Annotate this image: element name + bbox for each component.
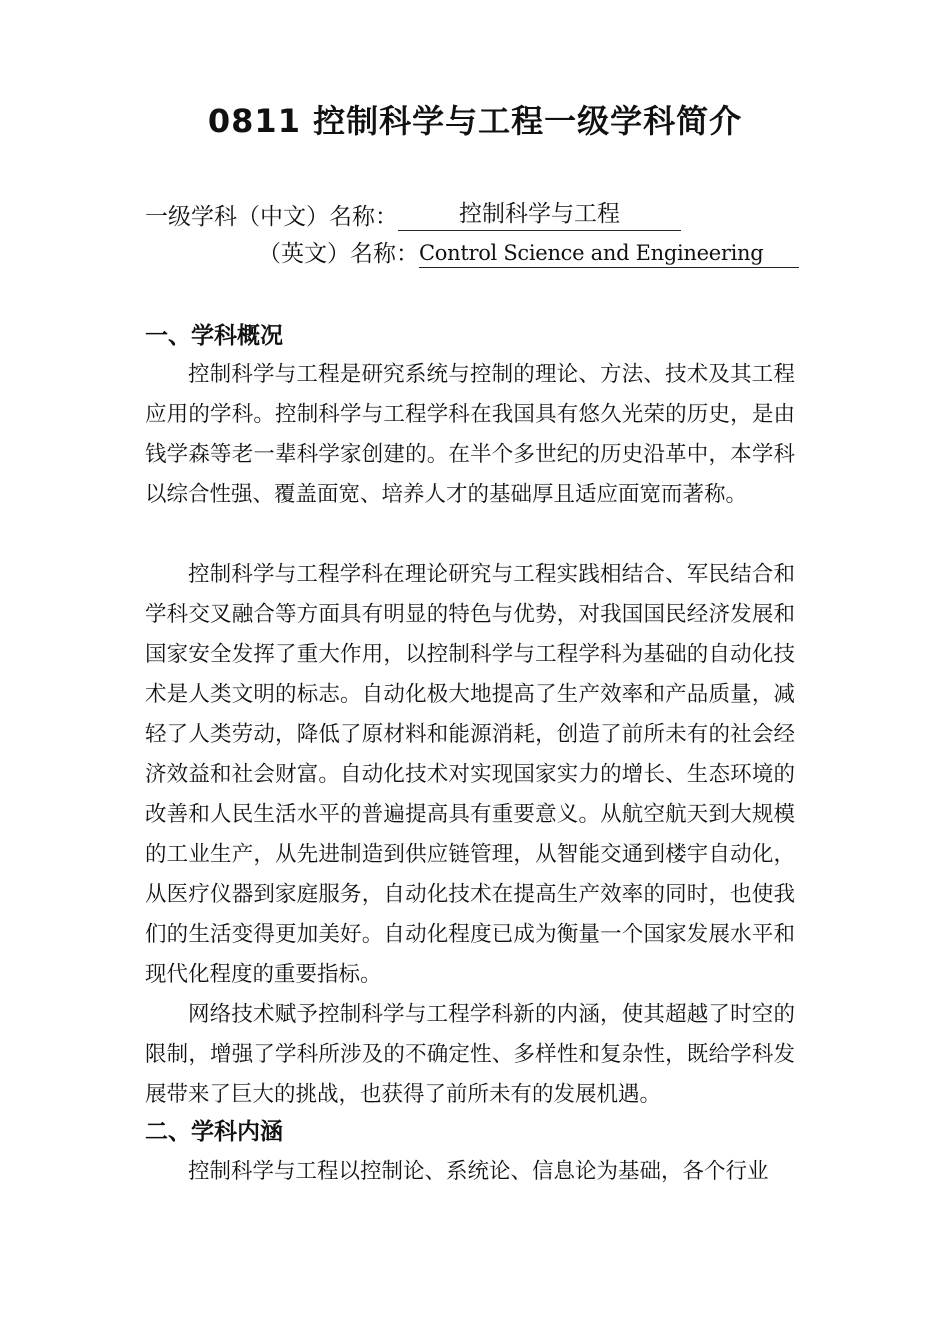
section-heading-connotation: 二、学科内涵 — [145, 1119, 283, 1145]
english-name-value: Control Science and Engineering — [419, 241, 799, 268]
english-name-row — [258, 235, 799, 268]
overview-paragraph: 控制科学与工程是研究系统与控制的理论、方法、技术及其工程应用的学科。控制科学与工程学科在我国具有悠久光荣的历史，是由钱学森等老一辈科学家创建的。在半个多世纪的历史沿革中，本学科以综合性强、覆盖面宽、培养人才的基础厚且适应面宽而著称。 — [145, 362, 795, 507]
chinese-name-row — [145, 195, 681, 231]
section-heading-overview: 一、学科概况 — [145, 323, 283, 349]
english-name-label: （英文）名称： — [258, 241, 419, 267]
overview-paragraph: 控制科学与工程学科在理论研究与工程实践相结合、军民结合和学科交叉融合等方面具有明显的特色与优势，对我国国民经济发展和国家安全发挥了重大作用，以控制科学与工程学科为基础的自动化技术是人类文明的标志。自动化极大地提高了生产效率和产品质量，减轻了人类劳动，降低了原材料和能源消耗，创造了前所未有的社会经济效益和社会财富。自动化技术对实现国家实力的增长、生态环境的改善和人民生活水平的普遍提高具有重要意义。从航空航天到大规模的工业生产，从先进制造到供应链管理，从智能交通到楼宇自动化，从医疗仪器到家庭服务，自动化技术在提高生产效率的同时，也使我们的生活变得更加美好。自动化程度已成为衡量一个国家发展水平和现代化程度的重要指标。 — [145, 562, 795, 987]
overview-paragraph: 网络技术赋予控制科学与工程学科新的内涵，使其超越了时空的限制，增强了学科所涉及的不确定性、多样性和复杂性，既给学科发展带来了巨大的挑战，也获得了前所未有的发展机遇。 — [145, 1002, 795, 1107]
document-title: 0811 控制科学与工程一级学科简介 — [207, 102, 743, 140]
chinese-name-label: 一级学科（中文）名称： — [145, 204, 398, 230]
connotation-paragraph: 控制科学与工程以控制论、系统论、信息论为基础，各个行业 — [188, 1159, 769, 1184]
chinese-name-value: 控制科学与工程 — [398, 195, 681, 231]
